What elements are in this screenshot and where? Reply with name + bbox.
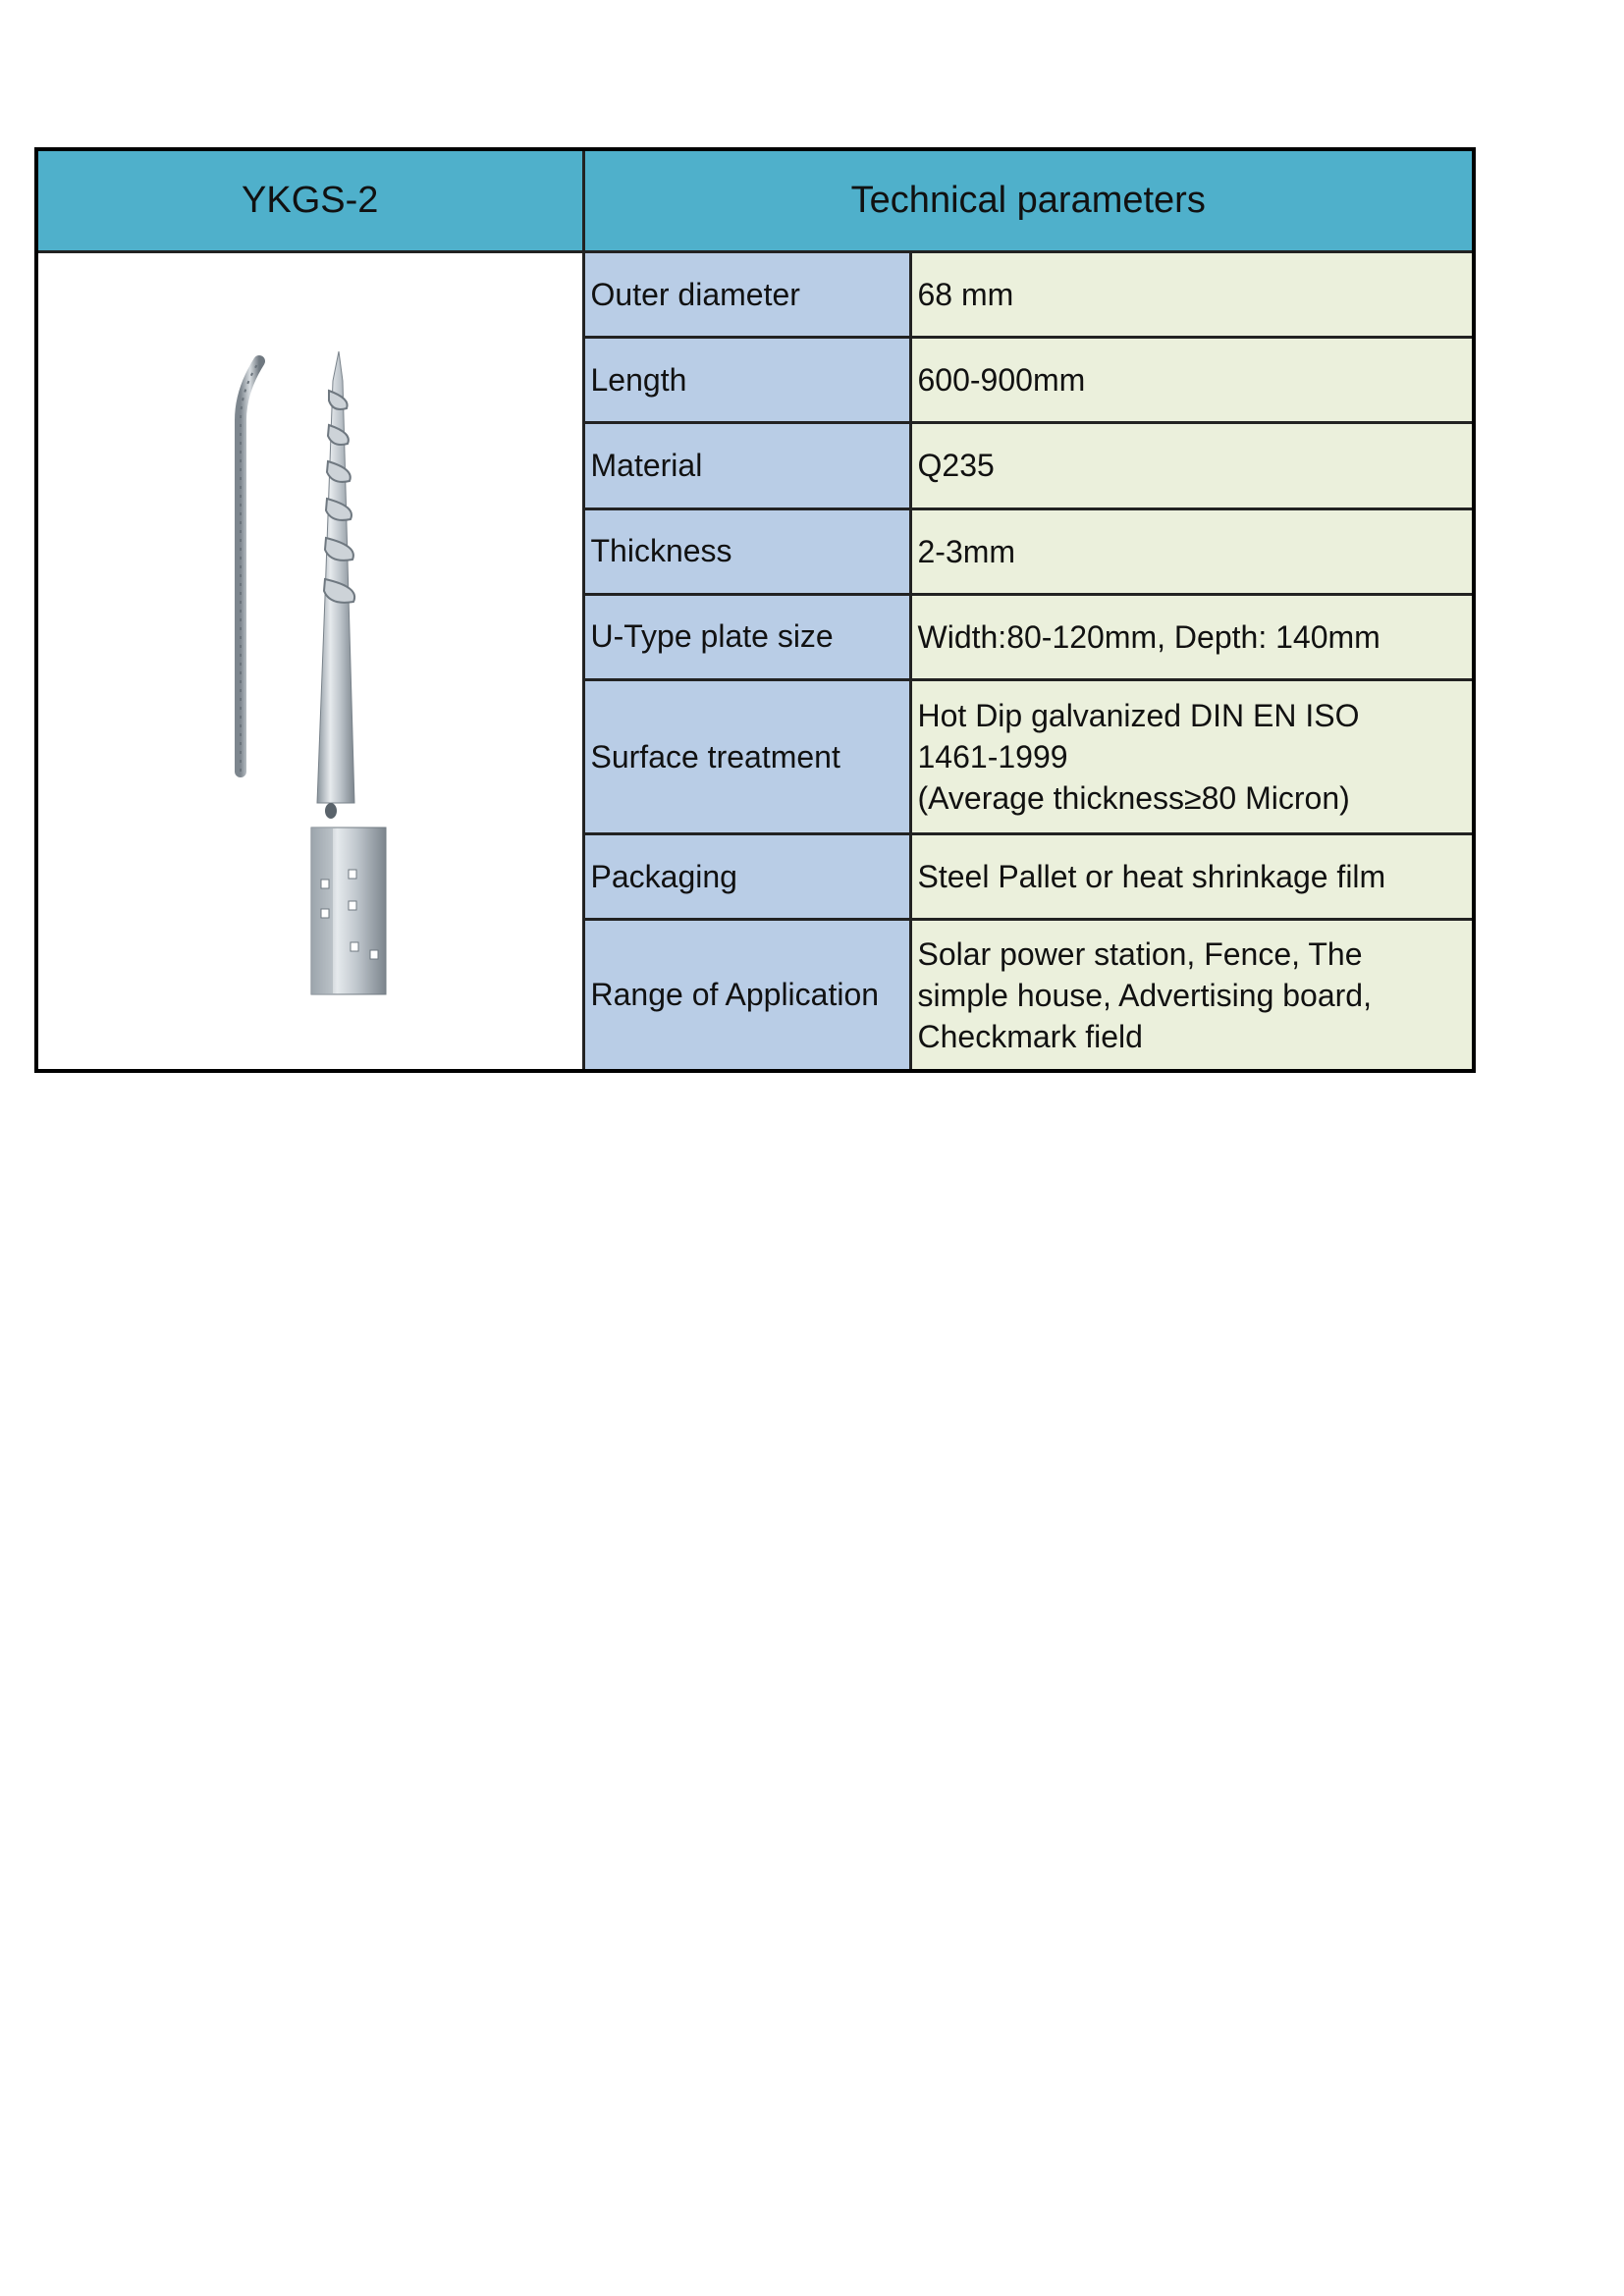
table-row — [36, 252, 1474, 338]
row-value: Steel Pallet or heat shrinkage film — [910, 834, 1474, 920]
product-image-cell — [36, 252, 583, 1072]
spec-table — [34, 147, 1476, 1073]
row-value: 2-3mm — [910, 508, 1474, 594]
header-row — [36, 149, 1474, 252]
row-label: Outer diameter — [583, 252, 910, 338]
row-label: Packaging — [583, 834, 910, 920]
params-header: Technical parameters — [583, 149, 1474, 252]
row-value: Hot Dip galvanized DIN EN ISO 1461-1999 (Average thickness≥80 Micron) — [910, 679, 1474, 833]
row-label: U-Type plate size — [583, 594, 910, 679]
model-header: YKGS-2 — [36, 149, 583, 252]
row-value: 68 mm — [910, 252, 1474, 338]
row-label: Length — [583, 338, 910, 423]
row-label: Material — [583, 423, 910, 508]
row-value: Q235 — [910, 423, 1474, 508]
row-value: Width:80-120mm, Depth: 140mm — [910, 594, 1474, 679]
row-label: Surface treatment — [583, 679, 910, 833]
row-label: Thickness — [583, 508, 910, 594]
ground-screw-pile-icon — [38, 253, 579, 1064]
row-label: Range of Application — [583, 920, 910, 1071]
row-value: 600-900mm — [910, 338, 1474, 423]
row-value: Solar power station, Fence, The simple house, Advertising board, Checkmark field — [910, 920, 1474, 1071]
